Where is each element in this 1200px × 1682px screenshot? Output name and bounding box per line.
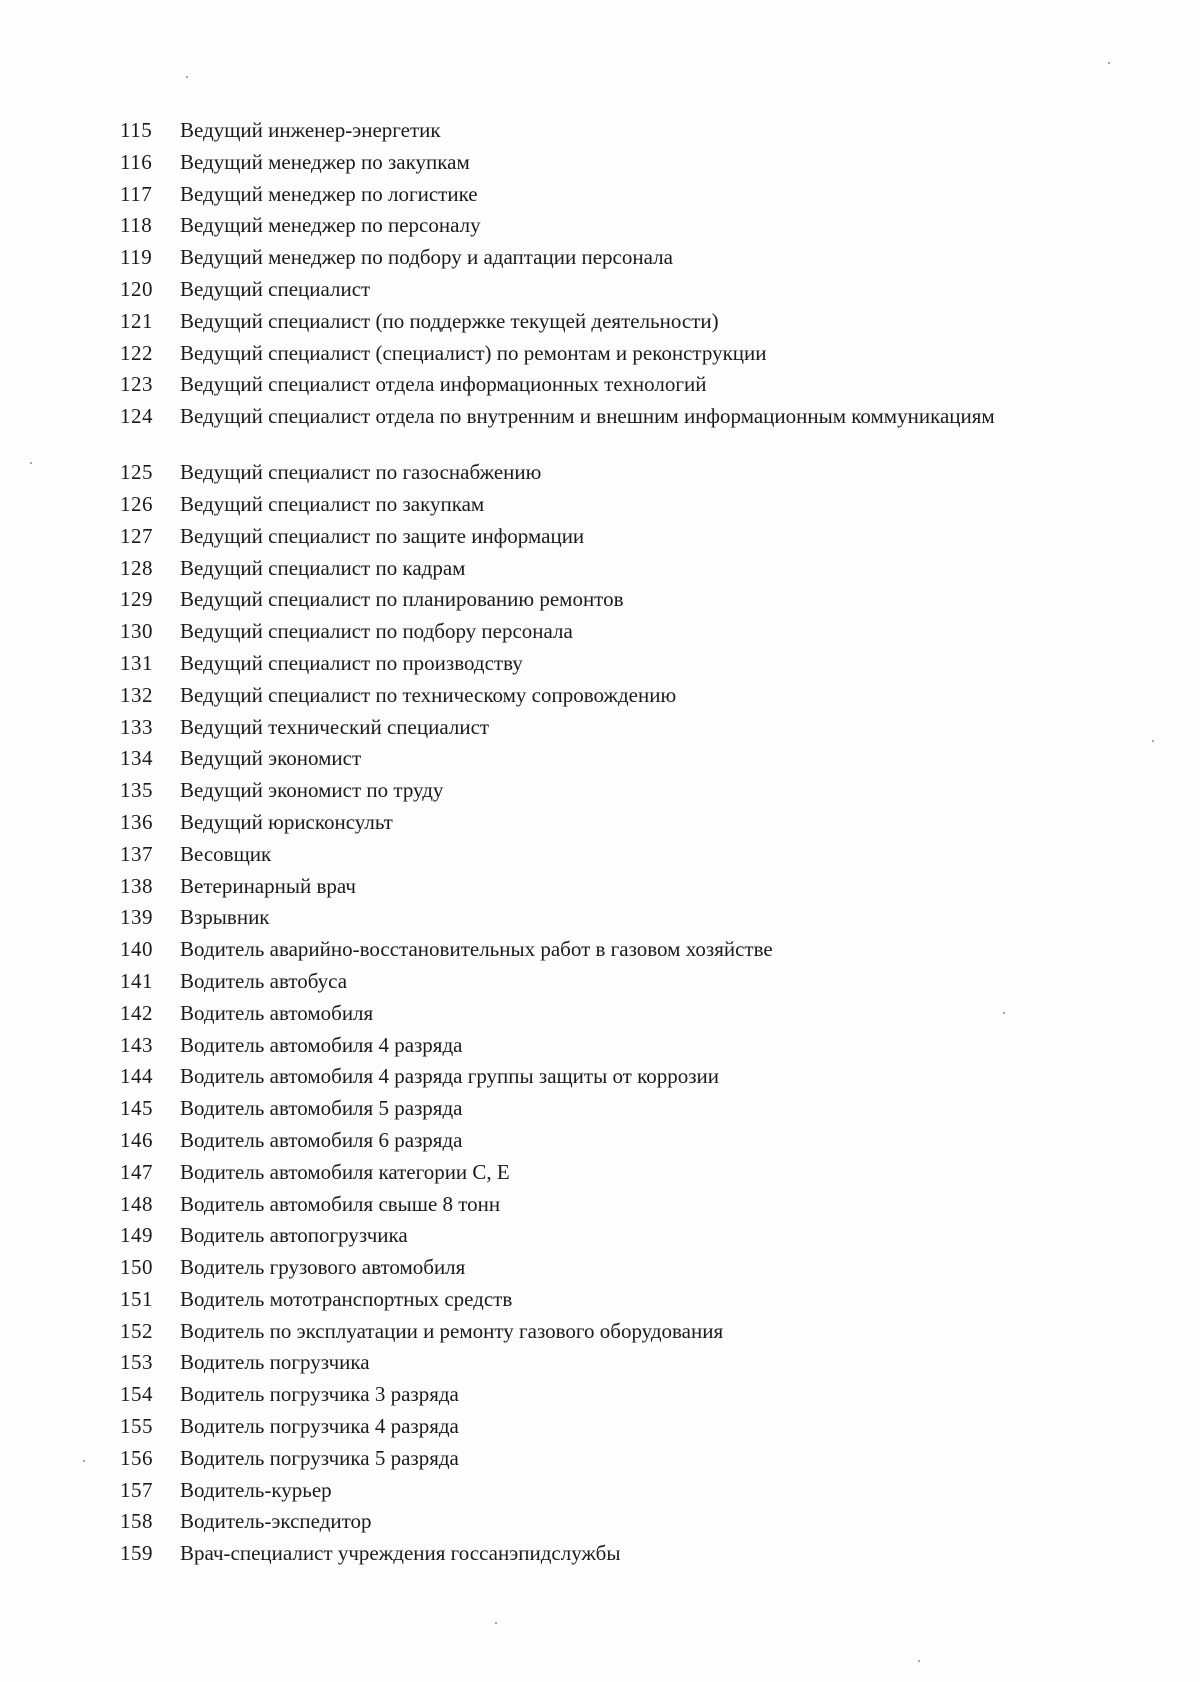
scan-speck [30, 462, 32, 464]
item-title: Врач-специалист учреждения госсанэпидслужбы [180, 1541, 621, 1566]
list-item [120, 1477, 1080, 1509]
item-title: Водитель по эксплуатации и ремонту газового оборудования [180, 1318, 724, 1343]
list-item [120, 682, 1080, 714]
scan-speck [1003, 1012, 1005, 1014]
item-title: Ведущий специалист отдела информационных технологий [180, 372, 707, 397]
item-number: 138 [120, 873, 153, 898]
item-title: Ведущий специалист (по поддержке текущей деятельности) [180, 308, 719, 333]
item-title: Ведущий специалист по защите информации [180, 523, 585, 548]
list-item [120, 1191, 1080, 1223]
item-title: Ведущий специалист по подбору персонала [180, 619, 573, 644]
item-title: Водитель автомобиля 4 разряда группы защиты от коррозии [180, 1064, 720, 1089]
item-title: Водитель погрузчика 3 разряда [180, 1382, 459, 1407]
item-number: 152 [120, 1318, 153, 1343]
item-number: 115 [120, 118, 153, 142]
item-number: 133 [120, 714, 153, 739]
list-item [120, 1159, 1080, 1191]
item-title: Ведущий специалист отдела по внутренним и внешним информационным коммуникациям [180, 404, 995, 429]
item-title: Ведущий специалист [180, 276, 371, 301]
item-title: Ветеринарный врач [180, 873, 356, 898]
item-title: Ведущий экономист по труду [180, 778, 444, 803]
list-item [120, 1381, 1080, 1413]
item-number: 123 [120, 372, 153, 397]
item-title: Водитель автомобиля свыше 8 тонн [180, 1191, 501, 1216]
item-number: 131 [120, 650, 153, 675]
item-title: Весовщик [180, 841, 272, 866]
list-item [120, 904, 1080, 936]
list-item [120, 491, 1080, 523]
item-number: 132 [120, 682, 153, 707]
item-title: Ведущий экономист [180, 746, 362, 771]
item-number: 122 [120, 340, 153, 365]
list-item [120, 340, 1080, 372]
item-number: 137 [120, 841, 153, 866]
item-number: 146 [120, 1127, 153, 1152]
item-title: Водитель грузового автомобиля [180, 1255, 466, 1280]
item-title: Водитель автомобиля 4 разряда [180, 1032, 463, 1057]
item-number: 159 [120, 1541, 153, 1566]
list-item [120, 841, 1080, 873]
list-item [120, 276, 1080, 308]
item-title: Ведущий специалист по производству [180, 650, 523, 675]
scan-speck [1152, 740, 1154, 742]
list-item [120, 1508, 1080, 1540]
item-title: Ведущий специалист по кадрам [180, 555, 466, 580]
list-item [120, 777, 1080, 809]
item-title: Взрывник [180, 905, 270, 930]
item-number: 156 [120, 1445, 153, 1470]
item-title: Водитель погрузчика 5 разряда [180, 1445, 459, 1470]
item-title: Ведущий специалист по планированию ремонтов [180, 587, 624, 612]
list-item [120, 459, 1080, 491]
scan-speck [83, 1460, 85, 1462]
item-number: 158 [120, 1509, 153, 1534]
item-number: 149 [120, 1223, 153, 1248]
item-number: 155 [120, 1414, 153, 1439]
list-item [120, 149, 1080, 181]
item-number: 144 [120, 1064, 153, 1089]
item-title: Водитель автомобиля категории С, Е [180, 1159, 510, 1184]
item-title: Ведущий менеджер по закупкам [180, 149, 470, 174]
item-number: 145 [120, 1096, 153, 1121]
scan-speck [495, 1622, 497, 1624]
item-title: Водитель автомобиля 5 разряда [180, 1096, 463, 1121]
item-number: 130 [120, 619, 153, 644]
list-item [120, 1540, 1080, 1572]
item-title: Водитель аварийно-восстановительных работ в газовом хозяйстве [180, 937, 773, 962]
item-number: 151 [120, 1286, 153, 1311]
item-title: Ведущий специалист по закупкам [180, 491, 485, 516]
scan-speck [918, 1660, 920, 1662]
item-title: Ведущий инженер-энергетик [180, 118, 441, 142]
item-number: 140 [120, 937, 153, 962]
item-number: 119 [120, 245, 153, 270]
list-item [120, 403, 1080, 459]
list-item [120, 1318, 1080, 1350]
item-title: Водитель автомобиля 6 разряда [180, 1127, 463, 1152]
item-title: Водитель-курьер [180, 1477, 332, 1502]
item-title: Водитель погрузчика 4 разряда [180, 1414, 459, 1439]
item-number: 127 [120, 523, 153, 548]
item-number: 126 [120, 491, 153, 516]
item-number: 118 [120, 213, 153, 238]
list-item [120, 181, 1080, 213]
item-title: Ведущий менеджер по логистике [180, 181, 478, 206]
list-item [120, 1349, 1080, 1381]
item-number: 142 [120, 1000, 153, 1025]
item-title: Водитель автобуса [180, 968, 348, 993]
item-title: Ведущий менеджер по персоналу [180, 213, 481, 238]
list-item [120, 1445, 1080, 1477]
item-number: 157 [120, 1477, 153, 1502]
list-item [120, 1063, 1080, 1095]
list-item [120, 873, 1080, 905]
list-item [120, 586, 1080, 618]
item-number: 150 [120, 1255, 153, 1280]
item-number: 124 [120, 404, 153, 429]
item-number: 139 [120, 905, 153, 930]
item-title: Водитель погрузчика [180, 1350, 370, 1375]
item-title: Водитель автомобиля [180, 1000, 374, 1025]
scan-speck [1108, 62, 1110, 64]
item-number: 143 [120, 1032, 153, 1057]
item-number: 116 [120, 149, 153, 174]
item-number: 136 [120, 809, 153, 834]
list-item [120, 1254, 1080, 1286]
item-number: 120 [120, 276, 153, 301]
list-item [120, 1095, 1080, 1127]
item-title: Водитель автопогрузчика [180, 1223, 408, 1248]
item-number: 153 [120, 1350, 153, 1375]
list-item [120, 308, 1080, 340]
list-item [120, 968, 1080, 1000]
list-item [120, 809, 1080, 841]
item-number: 141 [120, 968, 153, 993]
list-item [120, 1286, 1080, 1318]
list-item [120, 1032, 1080, 1064]
item-number: 135 [120, 778, 153, 803]
list-item [120, 745, 1080, 777]
item-number: 129 [120, 587, 153, 612]
item-number: 148 [120, 1191, 153, 1216]
list-item [120, 244, 1080, 276]
list-item [120, 1413, 1080, 1445]
list-item [120, 714, 1080, 746]
item-title: Водитель мототранспортных средств [180, 1286, 513, 1311]
list-item [120, 523, 1080, 555]
item-title: Ведущий специалист (специалист) по ремонтам и реконструкции [180, 340, 767, 365]
item-title: Ведущий специалист по газоснабжению [180, 460, 542, 485]
item-title: Ведущий юрисконсульт [180, 809, 393, 834]
scan-speck [186, 76, 188, 78]
item-title: Ведущий специалист по техническому сопровождению [180, 682, 677, 707]
list-item [120, 618, 1080, 650]
item-title: Ведущий технический специалист [180, 714, 490, 739]
list-item [120, 650, 1080, 682]
item-title: Ведущий менеджер по подбору и адаптации персонала [180, 245, 673, 270]
list-item [120, 1127, 1080, 1159]
list-item [120, 1222, 1080, 1254]
item-number: 117 [120, 181, 153, 206]
list-item [120, 1000, 1080, 1032]
item-number: 125 [120, 460, 153, 485]
item-number: 128 [120, 555, 153, 580]
item-number: 147 [120, 1159, 153, 1184]
list-item [120, 936, 1080, 968]
item-number: 134 [120, 746, 153, 771]
list-item [120, 212, 1080, 244]
list-item [120, 117, 1080, 149]
item-number: 121 [120, 308, 153, 333]
list-item [120, 555, 1080, 587]
item-title: Водитель-экспедитор [180, 1509, 372, 1534]
list-item [120, 371, 1080, 403]
item-number: 154 [120, 1382, 153, 1407]
job-title-list [120, 117, 1080, 1572]
